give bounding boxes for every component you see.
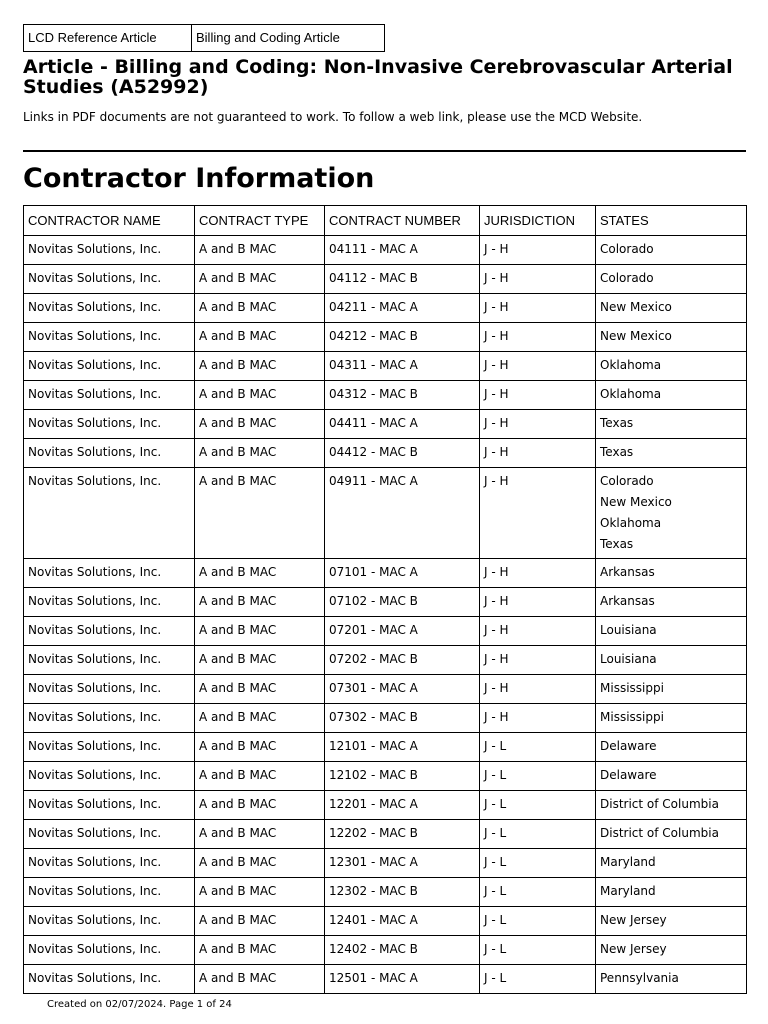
jurisdiction-cell: J - H	[480, 323, 596, 352]
column-header-states: STATES	[596, 206, 747, 236]
contract-number-cell: 04911 - MAC A	[325, 468, 480, 559]
table-row	[24, 733, 747, 762]
contractor-name-cell: Novitas Solutions, Inc.	[24, 965, 195, 994]
contract-number-cell: 04411 - MAC A	[325, 410, 480, 439]
contract-number-cell: 12501 - MAC A	[325, 965, 480, 994]
state-name: District of Columbia	[600, 797, 719, 811]
contractor-name-cell: Novitas Solutions, Inc.	[24, 410, 195, 439]
table-row	[24, 352, 747, 381]
jurisdiction-cell: J - H	[480, 439, 596, 468]
table-row	[24, 646, 747, 675]
jurisdiction-cell: J - H	[480, 381, 596, 410]
contractor-name-cell: Novitas Solutions, Inc.	[24, 588, 195, 617]
jurisdiction-cell: J - L	[480, 849, 596, 878]
state-name: Mississippi	[600, 710, 664, 724]
contractor-name-cell: Novitas Solutions, Inc.	[24, 265, 195, 294]
jurisdiction-cell: J - L	[480, 733, 596, 762]
column-header-contractor-name: CONTRACTOR NAME	[24, 206, 195, 236]
states-cell	[596, 907, 747, 936]
contractor-name-cell: Novitas Solutions, Inc.	[24, 323, 195, 352]
jurisdiction-cell: J - H	[480, 410, 596, 439]
jurisdiction-cell: J - L	[480, 762, 596, 791]
state-name: District of Columbia	[600, 826, 719, 840]
contractor-name-cell: Novitas Solutions, Inc.	[24, 646, 195, 675]
table-row	[24, 762, 747, 791]
state-name: Arkansas	[600, 594, 655, 608]
table-row	[24, 820, 747, 849]
contract-number-cell: 07102 - MAC B	[325, 588, 480, 617]
contract-number-cell: 04112 - MAC B	[325, 265, 480, 294]
state-name: Colorado	[600, 271, 654, 285]
state-name: Maryland	[600, 855, 656, 869]
contract-type-cell: A and B MAC	[195, 675, 325, 704]
contractor-name-cell: Novitas Solutions, Inc.	[24, 468, 195, 559]
contract-type-cell: A and B MAC	[195, 878, 325, 907]
states-cell	[596, 236, 747, 265]
contractor-name-cell: Novitas Solutions, Inc.	[24, 236, 195, 265]
contract-type-cell: A and B MAC	[195, 965, 325, 994]
state-name: Colorado	[600, 242, 654, 256]
column-header-contract-number: CONTRACT NUMBER	[325, 206, 480, 236]
table-row	[24, 323, 747, 352]
contract-number-cell: 07301 - MAC A	[325, 675, 480, 704]
jurisdiction-cell: J - H	[480, 675, 596, 704]
table-row	[24, 439, 747, 468]
jurisdiction-cell: J - H	[480, 294, 596, 323]
states-cell	[596, 559, 747, 588]
table-row	[24, 588, 747, 617]
section-title: Contractor Information	[23, 163, 375, 194]
lcd-reference-article-label: LCD Reference Article	[24, 25, 192, 51]
table-row	[24, 878, 747, 907]
contractor-name-cell: Novitas Solutions, Inc.	[24, 791, 195, 820]
table-row	[24, 791, 747, 820]
contract-type-cell: A and B MAC	[195, 849, 325, 878]
contract-number-cell: 04412 - MAC B	[325, 439, 480, 468]
table-row	[24, 849, 747, 878]
state-name: Delaware	[600, 768, 657, 782]
contract-number-cell: 04212 - MAC B	[325, 323, 480, 352]
jurisdiction-cell: J - L	[480, 791, 596, 820]
contract-type-cell: A and B MAC	[195, 762, 325, 791]
contractor-name-cell: Novitas Solutions, Inc.	[24, 617, 195, 646]
page-footer: Created on 02/07/2024. Page 1 of 24	[47, 999, 232, 1010]
contract-type-cell: A and B MAC	[195, 236, 325, 265]
contract-type-cell: A and B MAC	[195, 704, 325, 733]
states-cell	[596, 294, 747, 323]
contract-type-cell: A and B MAC	[195, 265, 325, 294]
states-cell	[596, 646, 747, 675]
jurisdiction-cell: J - L	[480, 878, 596, 907]
state-name: Colorado	[600, 474, 654, 488]
table-row	[24, 704, 747, 733]
state-name: New Mexico	[600, 495, 672, 509]
jurisdiction-cell: J - H	[480, 352, 596, 381]
states-cell	[596, 849, 747, 878]
contractor-name-cell: Novitas Solutions, Inc.	[24, 907, 195, 936]
contract-type-cell: A and B MAC	[195, 617, 325, 646]
states-cell	[596, 323, 747, 352]
states-cell	[596, 265, 747, 294]
table-row	[24, 294, 747, 323]
jurisdiction-cell: J - H	[480, 559, 596, 588]
table-row	[24, 559, 747, 588]
contract-number-cell: 12102 - MAC B	[325, 762, 480, 791]
contractor-name-cell: Novitas Solutions, Inc.	[24, 762, 195, 791]
table-row	[24, 468, 747, 559]
table-row	[24, 410, 747, 439]
states-cell	[596, 936, 747, 965]
contract-type-cell: A and B MAC	[195, 352, 325, 381]
section-divider	[23, 150, 746, 152]
contractor-name-cell: Novitas Solutions, Inc.	[24, 381, 195, 410]
state-name: New Mexico	[600, 300, 672, 314]
states-cell	[596, 410, 747, 439]
jurisdiction-cell: J - H	[480, 236, 596, 265]
states-cell	[596, 439, 747, 468]
contract-number-cell: 07201 - MAC A	[325, 617, 480, 646]
contract-number-cell: 12402 - MAC B	[325, 936, 480, 965]
jurisdiction-cell: J - H	[480, 617, 596, 646]
jurisdiction-cell: J - L	[480, 820, 596, 849]
contract-type-cell: A and B MAC	[195, 820, 325, 849]
table-row	[24, 236, 747, 265]
contract-type-cell: A and B MAC	[195, 323, 325, 352]
contractor-name-cell: Novitas Solutions, Inc.	[24, 936, 195, 965]
jurisdiction-cell: J - L	[480, 936, 596, 965]
contractor-name-cell: Novitas Solutions, Inc.	[24, 704, 195, 733]
states-cell	[596, 675, 747, 704]
jurisdiction-cell: J - L	[480, 965, 596, 994]
contract-type-cell: A and B MAC	[195, 646, 325, 675]
states-cell	[596, 733, 747, 762]
table-row	[24, 936, 747, 965]
state-name: Texas	[600, 445, 634, 459]
contract-number-cell: 12202 - MAC B	[325, 820, 480, 849]
jurisdiction-cell: J - H	[480, 468, 596, 559]
states-cell	[596, 617, 747, 646]
contractor-name-cell: Novitas Solutions, Inc.	[24, 675, 195, 704]
state-name: Texas	[600, 537, 634, 551]
contract-number-cell: 12101 - MAC A	[325, 733, 480, 762]
table-row	[24, 907, 747, 936]
billing-coding-article-label: Billing and Coding Article	[196, 30, 340, 45]
contractor-name-cell: Novitas Solutions, Inc.	[24, 352, 195, 381]
states-cell	[596, 588, 747, 617]
contractor-name-cell: Novitas Solutions, Inc.	[24, 439, 195, 468]
contract-type-cell: A and B MAC	[195, 468, 325, 559]
column-header-contract-type: CONTRACT TYPE	[195, 206, 325, 236]
contract-number-cell: 04311 - MAC A	[325, 352, 480, 381]
contract-type-cell: A and B MAC	[195, 588, 325, 617]
state-name: Mississippi	[600, 681, 664, 695]
contractor-name-cell: Novitas Solutions, Inc.	[24, 849, 195, 878]
contract-number-cell: 07101 - MAC A	[325, 559, 480, 588]
states-cell	[596, 704, 747, 733]
states-cell	[596, 791, 747, 820]
article-reference-tabs	[23, 24, 385, 52]
contractor-name-cell: Novitas Solutions, Inc.	[24, 559, 195, 588]
table-row	[24, 965, 747, 994]
article-title: Article - Billing and Coding: Non-Invasive Cerebrovascular Arterial Studies (A52992)	[23, 56, 733, 98]
jurisdiction-cell: J - H	[480, 588, 596, 617]
state-name: Delaware	[600, 739, 657, 753]
contract-type-cell: A and B MAC	[195, 733, 325, 762]
contractor-name-cell: Novitas Solutions, Inc.	[24, 820, 195, 849]
contract-number-cell: 12401 - MAC A	[325, 907, 480, 936]
contract-number-cell: 04211 - MAC A	[325, 294, 480, 323]
contract-type-cell: A and B MAC	[195, 381, 325, 410]
pdf-links-note: Links in PDF documents are not guaranteed to work. To follow a web link, please use the MCD Website.	[23, 110, 643, 124]
contract-type-cell: A and B MAC	[195, 439, 325, 468]
column-header-jurisdiction: JURISDICTION	[480, 206, 596, 236]
contractor-name-cell: Novitas Solutions, Inc.	[24, 294, 195, 323]
contract-number-cell: 07302 - MAC B	[325, 704, 480, 733]
table-body	[24, 236, 747, 994]
jurisdiction-cell: J - H	[480, 646, 596, 675]
state-name: Pennsylvania	[600, 971, 679, 985]
state-name: Texas	[600, 416, 634, 430]
contract-type-cell: A and B MAC	[195, 410, 325, 439]
state-name: New Jersey	[600, 913, 667, 927]
state-name: Oklahoma	[600, 516, 662, 530]
table-row	[24, 617, 747, 646]
table-header-row	[24, 206, 747, 236]
state-name: Louisiana	[600, 652, 657, 666]
states-cell	[596, 381, 747, 410]
states-cell	[596, 878, 747, 907]
state-name: Arkansas	[600, 565, 655, 579]
state-name: Oklahoma	[600, 358, 662, 372]
contractor-name-cell: Novitas Solutions, Inc.	[24, 878, 195, 907]
state-name: Oklahoma	[600, 387, 662, 401]
state-name: New Jersey	[600, 942, 667, 956]
table-row	[24, 265, 747, 294]
contract-type-cell: A and B MAC	[195, 936, 325, 965]
contract-number-cell: 04111 - MAC A	[325, 236, 480, 265]
states-cell	[596, 352, 747, 381]
jurisdiction-cell: J - H	[480, 265, 596, 294]
state-name: Maryland	[600, 884, 656, 898]
states-cell	[596, 468, 747, 559]
contract-number-cell: 12302 - MAC B	[325, 878, 480, 907]
contract-type-cell: A and B MAC	[195, 559, 325, 588]
states-cell	[596, 820, 747, 849]
jurisdiction-cell: J - L	[480, 907, 596, 936]
contract-number-cell: 04312 - MAC B	[325, 381, 480, 410]
state-name: New Mexico	[600, 329, 672, 343]
contract-type-cell: A and B MAC	[195, 907, 325, 936]
table-row	[24, 381, 747, 410]
state-name: Louisiana	[600, 623, 657, 637]
contract-number-cell: 07202 - MAC B	[325, 646, 480, 675]
contractor-table	[23, 205, 747, 994]
contract-type-cell: A and B MAC	[195, 791, 325, 820]
contract-number-cell: 12201 - MAC A	[325, 791, 480, 820]
contract-type-cell: A and B MAC	[195, 294, 325, 323]
contractor-name-cell: Novitas Solutions, Inc.	[24, 733, 195, 762]
contract-number-cell: 12301 - MAC A	[325, 849, 480, 878]
states-cell	[596, 965, 747, 994]
jurisdiction-cell: J - H	[480, 704, 596, 733]
states-cell	[596, 762, 747, 791]
table-row	[24, 675, 747, 704]
